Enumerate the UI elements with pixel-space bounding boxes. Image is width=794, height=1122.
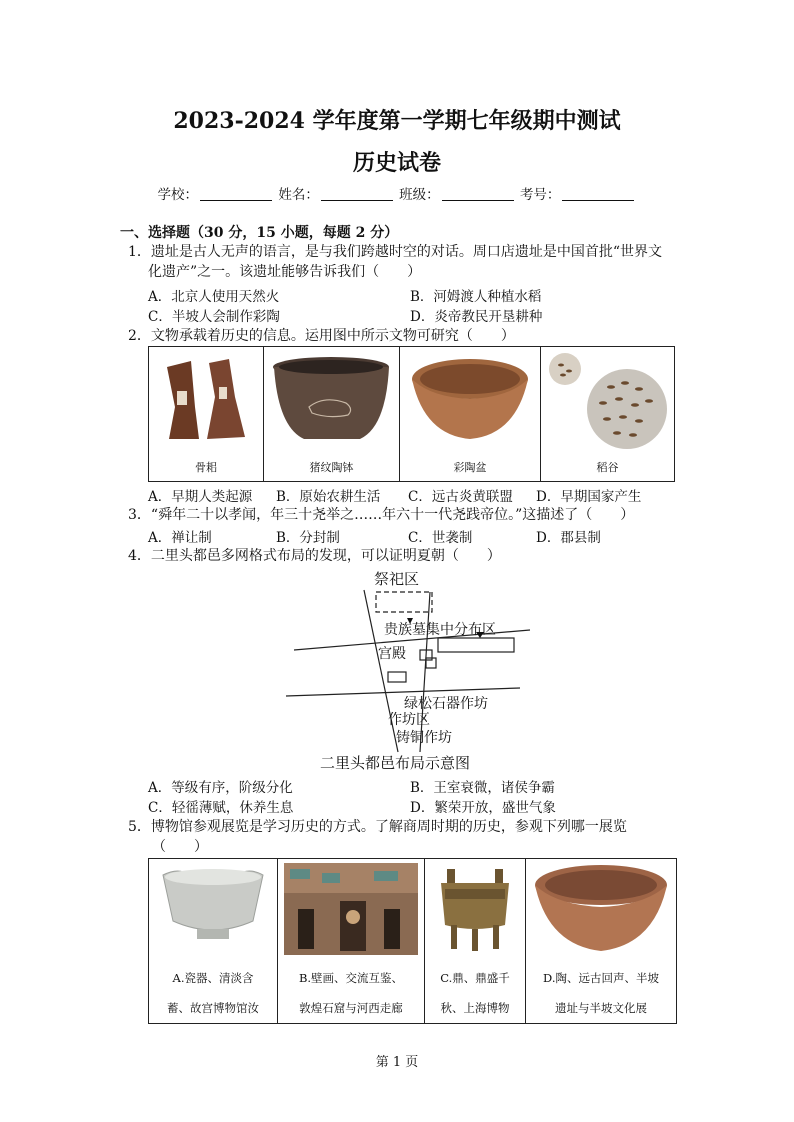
caption-bone-spade: 骨耜 xyxy=(195,461,217,474)
q1-option-d[interactable]: D．炎帝教民开垦耕种 xyxy=(410,309,543,325)
caption-rice: 稻谷 xyxy=(596,461,619,474)
q3-option-a[interactable]: A．禅让制 xyxy=(148,530,212,546)
q2-cell-rice xyxy=(541,347,675,482)
q2-artifact-table xyxy=(148,346,675,482)
section-heading: 一、选择题（30 分，15 小题，每题 2 分） xyxy=(120,225,399,241)
q3-stem: 3．“舜年二十以孝闻，年三十尧举之……年六十一代尧践帝位。”这描述了（ ） xyxy=(128,507,635,523)
q1-option-b[interactable]: B．河姆渡人种植水稻 xyxy=(410,289,542,305)
q4-option-c[interactable]: C．轻徭薄赋，休养生息 xyxy=(148,800,294,816)
class-blank[interactable] xyxy=(442,188,514,201)
q2-option-a[interactable]: A．早期人类起源 xyxy=(148,489,253,505)
q5-cell-b[interactable] xyxy=(278,859,425,1024)
q3-option-d[interactable]: D．郡县制 xyxy=(536,530,601,546)
student-info-row xyxy=(0,183,794,203)
q5-a-line1: A.瓷器、清淡含 xyxy=(172,971,254,985)
q3-option-b[interactable]: B．分封制 xyxy=(276,530,340,546)
rice-grains-image xyxy=(541,347,674,455)
porcelain-bowl-image xyxy=(149,859,277,959)
exam-subtitle: 历史试卷 xyxy=(352,150,441,176)
q1-stem-line2: 化遗产”之一。该遗址能够告诉我们（ ） xyxy=(148,264,422,280)
q3-option-c[interactable]: C．世袭制 xyxy=(408,530,473,546)
q5-b-line1: B.壁画、交流互鉴、 xyxy=(298,971,404,985)
name-label: 姓名： xyxy=(278,187,319,203)
q4-option-b[interactable]: B．王室衰微，诸侯争霸 xyxy=(410,780,555,796)
q1-option-a[interactable]: A．北京人使用天然火 xyxy=(148,289,280,305)
q4-option-a[interactable]: A．等级有序，阶级分化 xyxy=(148,780,293,796)
painted-pottery-basin-image xyxy=(400,347,540,455)
q4-stem: 4．二里头都邑多网格式布局的发现，可以证明夏朝（ ） xyxy=(128,548,501,564)
q2-option-c[interactable]: C．远古炎黄联盟 xyxy=(408,489,513,505)
q5-cell-d[interactable] xyxy=(526,859,677,1024)
q5-stem-bracket: （ ） xyxy=(152,839,208,855)
dunhuang-mural-image xyxy=(278,859,424,959)
exam-number-label: 考号： xyxy=(519,187,561,203)
q5-d-line2: 遗址与半坡文化展 xyxy=(555,1001,647,1015)
q2-cell-bone-spade xyxy=(149,347,264,482)
painted-pottery-basin-d-image xyxy=(526,859,676,959)
q5-c-line2: 秋、上海博物 xyxy=(440,1001,510,1015)
q2-cell-pig-bowl xyxy=(264,347,400,482)
bone-spade-image xyxy=(149,347,263,455)
q2-stem: 2．文物承载着历史的信息。运用图中所示文物可研究（ ） xyxy=(128,328,515,344)
q2-cell-painted-basin xyxy=(400,347,541,482)
q5-c-line1: C.鼎、鼎盛千 xyxy=(440,971,510,985)
q5-d-line1: D.陶、远古回声、半坡 xyxy=(543,971,659,985)
caption-painted-basin: 彩陶盆 xyxy=(453,461,487,474)
map-label-bronze: 铸铜作坊 xyxy=(396,730,452,746)
map-label-workshop: 作坊区 xyxy=(388,712,430,728)
q5-exhibit-table xyxy=(148,858,677,1024)
q2-option-d[interactable]: D．早期国家产生 xyxy=(536,489,642,505)
page-number: 第 1 页 xyxy=(375,1055,419,1070)
pig-pattern-bowl-image xyxy=(264,347,399,455)
map-label-noble: 贵族墓集中分布区 xyxy=(384,622,496,638)
q1-option-c[interactable]: C．半坡人会制作彩陶 xyxy=(148,309,280,325)
q2-option-b[interactable]: B．原始农耕生活 xyxy=(276,489,381,505)
q5-cell-c[interactable] xyxy=(425,859,526,1024)
q1-stem-line1: 1．遗址是古人无声的语言，是与我们跨越时空的对话。周口店遗址是中国首批“世界文 xyxy=(128,244,663,260)
q5-stem: 5．博物馆参观展览是学习历史的方式。了解商周时期的历史，参观下列哪一展览 xyxy=(128,819,627,835)
q4-option-d[interactable]: D．繁荣开放，盛世气象 xyxy=(410,800,556,816)
map-label-turquoise: 绿松石器作坊 xyxy=(404,696,488,712)
q5-a-line2: 蓄、故宫博物馆汝 xyxy=(167,1001,259,1015)
q5-cell-a[interactable] xyxy=(149,859,278,1024)
map-label-palace: 宫殿 xyxy=(378,646,406,662)
map-caption: 二里头都邑布局示意图 xyxy=(320,754,471,772)
school-label: 学校： xyxy=(157,187,199,203)
erlitou-layout-map xyxy=(280,566,560,776)
bronze-ding-image xyxy=(425,859,525,959)
class-label: 班级： xyxy=(399,187,440,203)
exam-title: 2023-2024 学年度第一学期七年级期中测试 xyxy=(173,108,621,134)
name-blank[interactable] xyxy=(321,188,393,201)
caption-pig-bowl: 猪纹陶钵 xyxy=(309,461,354,474)
school-blank[interactable] xyxy=(200,188,272,201)
exam-number-blank[interactable] xyxy=(562,188,634,201)
q5-b-line2: 敦煌石窟与河西走廊 xyxy=(299,1001,403,1015)
map-label-sacrifice: 祭祀区 xyxy=(374,570,420,588)
